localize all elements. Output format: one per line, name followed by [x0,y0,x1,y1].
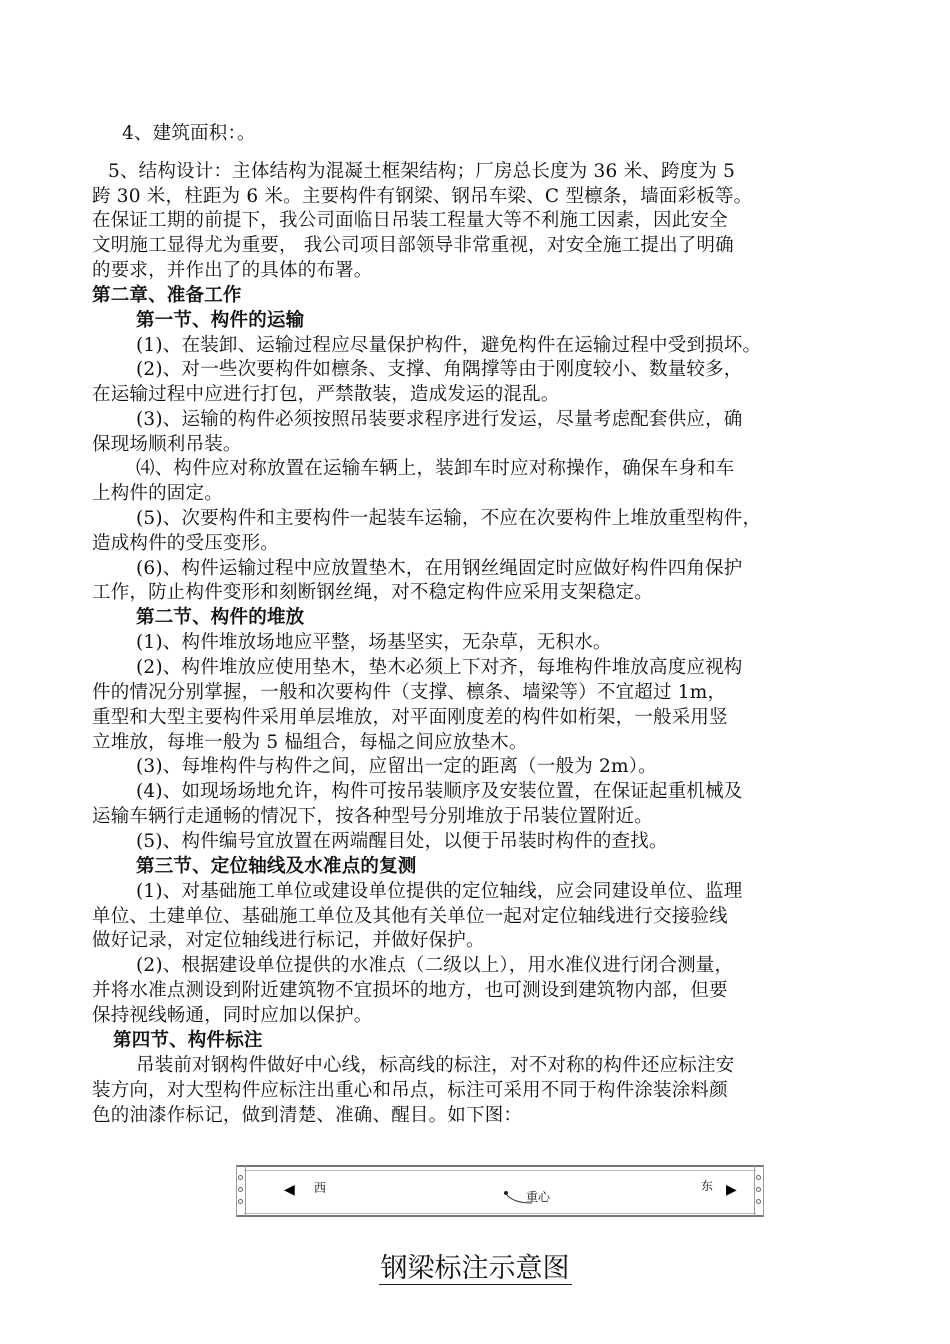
bolt-hole [756,1187,761,1192]
paragraph-line: 单位、土建单位、基础施工单位及其他有关单位一起对定位轴线进行交接验线 [92,906,728,927]
east-arrow-icon: ▶ [726,1182,737,1198]
beam-bottom-flange [236,1215,764,1217]
paragraph-line: (3)、每堆构件与构件之间，应留出一定的距离（一般为 2m）。 [136,756,657,777]
paragraph-line: (4)、如现场场地允许，构件可按吊装顺序及安装位置，在保证起重机械及 [136,781,743,802]
paragraph-line: (2)、根据建设单位提供的水准点（二级以上），用水准仪进行闭合测量， [136,955,734,976]
paragraph-line: 吊装前对钢构件做好中心线，标高线的标注，对不对称的构件还应标注安 [136,1055,735,1076]
paragraph-line: 色的油漆作标记，做到清楚、准确、醒目。如下图： [92,1105,523,1126]
paragraph-line: 装方向，对大型构件应标注出重心和吊点，标注可采用不同于构件涂装涂料颜 [92,1080,728,1101]
paragraph-line: (2)、构件堆放应使用垫木，垫木必须上下对齐，每堆构件堆放高度应视构 [136,657,743,678]
beam-end-plate-left [236,1165,246,1217]
paragraph-line: 工作，防止构件变形和刻断钢丝绳，对不稳定构件应采用支架稳定。 [92,582,654,603]
para-building-area: 4、建筑面积：。 [122,123,256,144]
figure-caption-text: 钢梁标注示意图 [380,1253,570,1284]
paragraph-line: 做好记录，对定位轴线进行标记，并做好保护。 [92,930,485,951]
bolt-hole [238,1199,243,1204]
paragraph-line: 立堆放，每堆一般为 5 榀组合，每榀之间应放垫木。 [92,732,528,753]
para-structure-line: 跨 30 米，柱距为 6 米。主要构件有钢梁、钢吊车梁、C 型檩条，墙面彩板等。 [92,186,753,207]
paragraph-line: 重型和大型主要构件采用单层堆放，对平面刚度差的构件如桁架，一般采用竖 [92,707,728,728]
paragraph-line: (1)、构件堆放场地应平整，场基坚实，无杂草，无积水。 [136,632,612,653]
figure-caption [0,1252,950,1286]
paragraph-line: 保现场顺利吊装。 [92,434,242,455]
chapter-heading: 第二章、准备工作 [92,285,242,306]
steel-beam-diagram [236,1165,764,1219]
para-structure-line: 在保证工期的前提下，我公司面临日吊装工程量大等不利施工因素，因此安全 [92,210,728,231]
beam-top-flange [236,1165,764,1167]
paragraph-line: 保持视线畅通，同时应加以保护。 [92,1005,373,1026]
center-of-gravity-label: 重心 [526,1190,551,1204]
east-label: 东 [701,1179,714,1193]
section-heading: 第一节、构件的运输 [136,310,305,331]
bolt-hole [756,1175,761,1180]
para-structure-line: 5、结构设计：主体结构为混凝土框架结构；厂房总长度为 36 米、跨度为 5 [108,161,736,182]
section-heading: 第三节、定位轴线及水准点的复测 [136,856,417,877]
paragraph-line: (2)、对一些次要构件如檩条、支撑、角隅撑等由于刚度较小、数量较多， [136,359,743,380]
bolt-hole [238,1187,243,1192]
paragraph-line: 并将水准点测设到附近建筑物不宜损坏的地方，也可测设到建筑物内部，但要 [92,980,728,1001]
west-arrow-icon: ◀ [284,1182,295,1198]
bolt-hole [238,1175,243,1180]
paragraph-line: 在运输过程中应进行打包，严禁散装，造成发运的混乱。 [92,384,560,405]
paragraph-line: (3)、运输的构件必须按照吊装要求程序进行发运，尽量考虑配套供应，确 [136,409,743,430]
paragraph-line: 上构件的固定。 [92,483,223,504]
para-structure-line: 的要求，并作出了的具体的布署。 [92,260,373,281]
paragraph-line: 运输车辆行走通畅的情况下，按各种型号分别堆放于吊装位置附近。 [92,806,654,827]
paragraph-line: (6)、构件运输过程中应放置垫木，在用钢丝绳固定时应做好构件四角保护 [136,558,743,579]
paragraph-line: 造成构件的受压变形。 [92,533,280,554]
section-heading: 第二节、构件的堆放 [136,607,305,628]
bolt-hole [756,1199,761,1204]
paragraph-line: (5)、次要构件和主要构件一起装车运输，不应在次要构件上堆放重型构件， [136,508,762,529]
beam-end-plate-right [754,1165,764,1217]
paragraph-line: 件的情况分别掌握，一般和次要构件（支撑、檩条、墙梁等）不宜超过 1m， [92,682,727,703]
para-structure-line: 文明施工显得尤为重要， 我公司项目部领导非常重视，对安全施工提出了明确 [92,235,734,256]
paragraph-line: (5)、构件编号宜放置在两端醒目处，以便于吊装时构件的查找。 [136,831,668,852]
paragraph-line: (1)、对基础施工单位或建设单位提供的定位轴线，应会同建设单位、监理 [136,881,743,902]
paragraph-line: (1)、在装卸、运输过程应尽量保护构件，避免构件在运输过程中受到损坏。 [136,335,762,356]
west-label: 西 [314,1181,327,1195]
paragraph-line: ⑷、构件应对称放置在运输车辆上，装卸车时应对称操作，确保车身和车 [136,458,735,479]
section-heading: 第四节、构件标注 [113,1030,263,1051]
